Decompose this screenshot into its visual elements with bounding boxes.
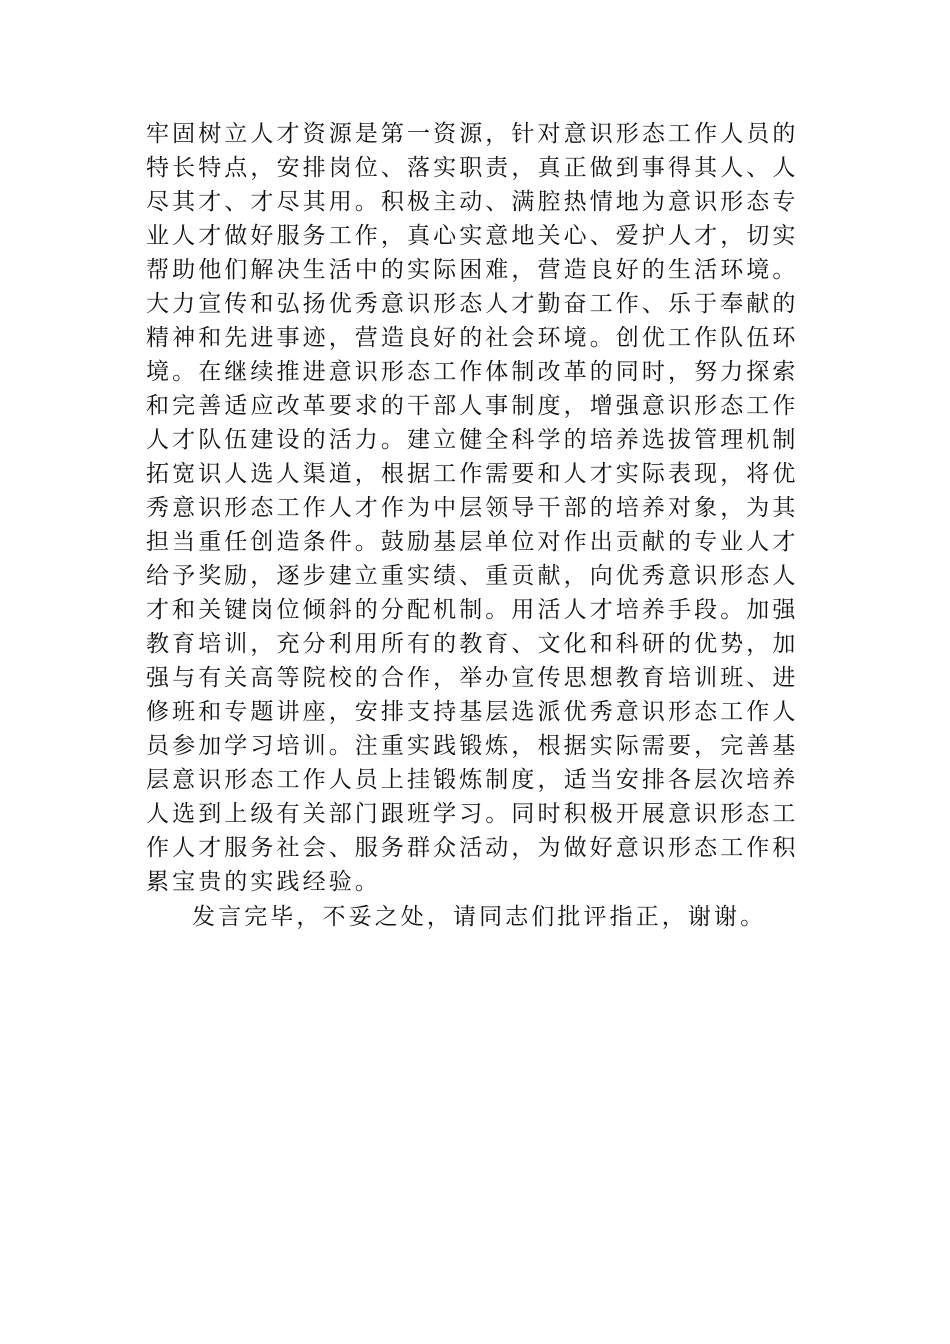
body-line: 境。在继续推进意识形态工作体制改革的同时，努力探索 [146, 359, 799, 385]
body-line: 秀意识形态工作人才作为中层领导干部的培养对象，为其 [146, 495, 799, 521]
body-line: 员参加学习培训。注重实践锻炼，根据实际需要，完善基 [146, 733, 799, 759]
body-line: 特长特点，安排岗位、落实职责，真正做到事得其人、人 [146, 155, 799, 181]
body-line: 尽其才、才尽其用。积极主动、满腔热情地为意识形态专 [146, 189, 799, 215]
closing-remark: 发言完毕，不妥之处，请同志们批评指正，谢谢。 [192, 904, 767, 930]
body-line: 累宝贵的实践经验。 [146, 869, 381, 895]
body-line: 帮助他们解决生活中的实际困难，营造良好的生活环境。 [146, 257, 799, 283]
body-line: 给予奖励，逐步建立重实绩、重贡献，向优秀意识形态人 [146, 563, 799, 589]
body-line: 精神和先进事迹，营造良好的社会环境。创优工作队伍环 [146, 325, 799, 351]
document-body [146, 117, 806, 934]
body-line: 才和关键岗位倾斜的分配机制。用活人才培养手段。加强 [146, 597, 799, 623]
body-line: 教育培训，充分利用所有的教育、文化和科研的优势，加 [146, 631, 799, 657]
body-line: 和完善适应改革要求的干部人事制度，增强意识形态工作 [146, 393, 799, 419]
body-line: 担当重任创造条件。鼓励基层单位对作出贡献的专业人才 [146, 529, 799, 555]
body-line: 业人才做好服务工作，真心实意地关心、爱护人才，切实 [146, 223, 799, 249]
body-line: 牢固树立人才资源是第一资源，针对意识形态工作人员的 [146, 121, 799, 147]
body-line: 强与有关高等院校的合作，举办宣传思想教育培训班、进 [146, 665, 799, 691]
body-line: 大力宣传和弘扬优秀意识形态人才勤奋工作、乐于奉献的 [146, 291, 799, 317]
body-line: 作人才服务社会、服务群众活动，为做好意识形态工作积 [146, 835, 799, 861]
body-line: 修班和专题讲座，安排支持基层选派优秀意识形态工作人 [146, 699, 799, 725]
body-line: 人才队伍建设的活力。建立健全科学的培养选拔管理机制 [146, 427, 799, 453]
body-line: 层意识形态工作人员上挂锻炼制度，适当安排各层次培养 [146, 767, 799, 793]
body-line: 拓宽识人选人渠道，根据工作需要和人才实际表现，将优 [146, 461, 799, 487]
body-line: 人选到上级有关部门跟班学习。同时积极开展意识形态工 [146, 801, 799, 827]
